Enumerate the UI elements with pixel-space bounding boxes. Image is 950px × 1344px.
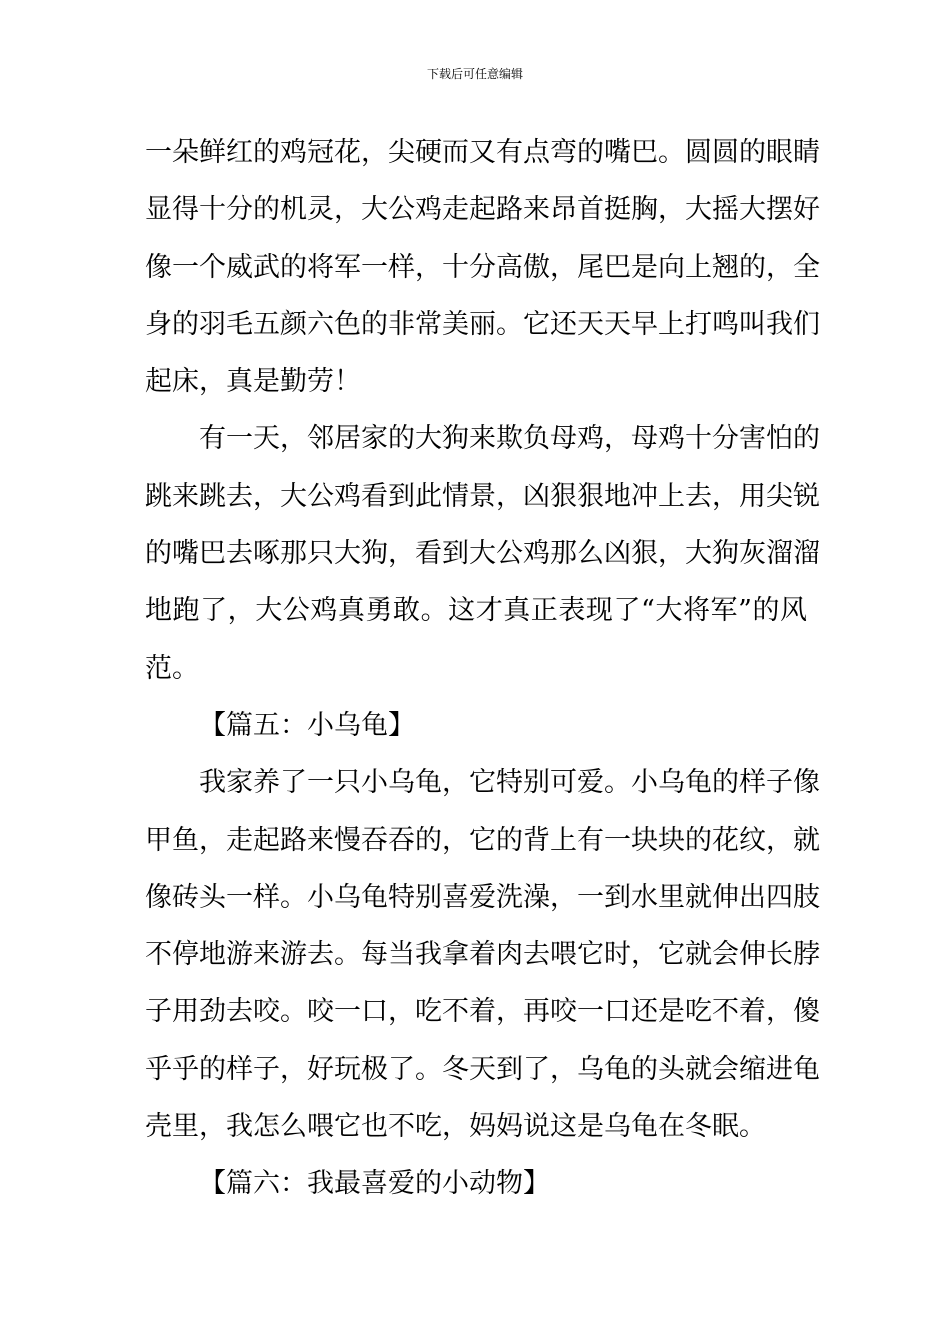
text-line: 壳里，我怎么喂它也不吃，妈妈说这是乌龟在冬眠。: [145, 1111, 766, 1143]
text-line: 不停地游来游去。每当我拿着肉去喂它时，它就会伸长脖: [145, 939, 820, 971]
text-line: 跳来跳去，大公鸡看到此情景，凶狠狠地冲上去，用尖锐: [145, 480, 820, 512]
text-line: 像一个威武的将军一样，十分高傲，尾巴是向上翘的，全: [145, 251, 820, 283]
text-line: 子用劲去咬。咬一口，吃不着，再咬一口还是吃不着，傻: [145, 996, 820, 1028]
text-line: 的嘴巴去啄那只大狗，看到大公鸡那么凶狠，大狗灰溜溜: [145, 538, 820, 570]
text-line: 乎乎的样子，好玩极了。冬天到了，乌龟的头就会缩进龟: [145, 1053, 820, 1085]
section-heading: 【篇六：我最喜爱的小动物】: [199, 1168, 550, 1200]
text-line: 范。: [145, 652, 199, 684]
text-line: 有一天，邻居家的大狗来欺负母鸡，母鸡十分害怕的: [199, 423, 820, 455]
section-heading: 【篇五：小乌龟】: [199, 709, 415, 741]
text-line: 甲鱼，走起路来慢吞吞的，它的背上有一块块的花纹，就: [145, 824, 820, 856]
text-line: 身的羽毛五颜六色的非常美丽。它还天天早上打鸣叫我们: [145, 308, 820, 340]
download-note: 下载后可任意编辑: [426, 67, 523, 81]
document-body: [145, 124, 820, 1213]
text-line: 显得十分的机灵，大公鸡走起路来昂首挺胸，大摇大摆好: [145, 194, 820, 226]
text-line: 起床，真是勤劳！: [145, 366, 361, 398]
text-line: 地跑了，大公鸡真勇敢。这才真正表现了“大将军”的风: [145, 595, 807, 627]
text-line: 一朵鲜红的鸡冠花，尖硬而又有点弯的嘴巴。圆圆的眼睛: [145, 137, 820, 168]
text-line: 我家养了一只小乌龟，它特别可爱。小乌龟的样子像: [199, 767, 820, 799]
text-line: 像砖头一样。小乌龟特别喜爱洗澡，一到水里就伸出四肢: [145, 881, 820, 913]
